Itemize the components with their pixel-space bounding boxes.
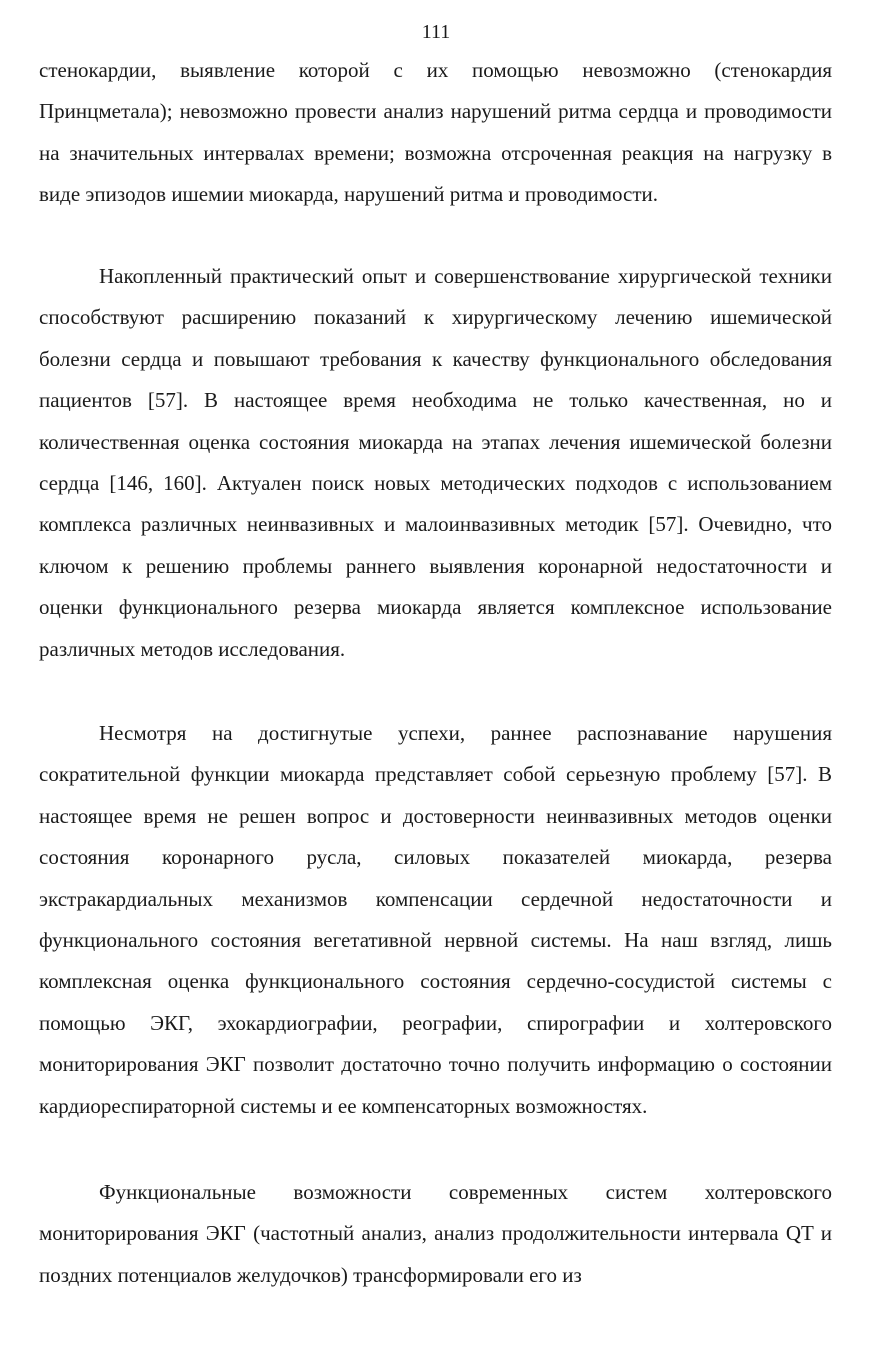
paragraph-text: стенокардии, выявление которой с их помощью невозможно (стенокардия Принцметала); невозможно провести анализ нарушений ритма сердца и проводимости на значительных интервалах времени; возможна отсроченная реакция на нагрузку в виде эпизодов ишемии миокарда, нарушений ритма и проводимости. [39,58,832,207]
paragraph-surgical-experience [39,256,832,670]
paragraph-holter-monitoring [39,1172,832,1296]
page-number: 111 [421,21,451,43]
paragraph-text: Накопленный практический опыт и совершенствование хирургической техники способствуют расширению показаний к хирургическому лечению ишемической болезни сердца и повышают требования к качеству функционального обследования пациентов [57]. В настоящее время необходима не только качественная, но и количественная оценка состояния миокарда на этапах лечения ишемической болезни сердца [146, 160]. Актуален поиск новых методических подходов с использованием комплекса различных неинвазивных и малоинвазивных методик [57]. Очевидно, что ключом к решению проблемы раннего выявления коронарной недостаточности и оценки функционального резерва миокарда является комплексное использование различных методов исследования. [39,264,832,661]
paragraph-early-recognition [39,713,832,1127]
paragraph-text: Функциональные возможности современных систем холтеровского мониторирования ЭКГ (частотный анализ, анализ продолжительности интервала QT и поздних потенциалов желудочков) трансформировали его из [39,1180,832,1287]
paragraph-text: Несмотря на достигнутые успехи, раннее распознавание нарушения сократительной функции миокарда представляет собой серьезную проблему [57]. В настоящее время не решен вопрос и достоверности неинвазивных методов оценки состояния коронарного русла, силовых показателей миокарда, резерва экстракардиальных механизмов компенсации сердечной недостаточности и функционального состояния вегетативной нервной системы. На наш взгляд, лишь комплексная оценка функционального состояния сердечно-сосудистой системы с помощью ЭКГ, эхокардиографии, реографии, спирографии и холтеровского мониторирования ЭКГ позволит достаточно точно получить информацию о состоянии кардиореспираторной системы и ее компенсаторных возможностях. [39,721,832,1118]
paragraph-continuation [39,50,832,216]
